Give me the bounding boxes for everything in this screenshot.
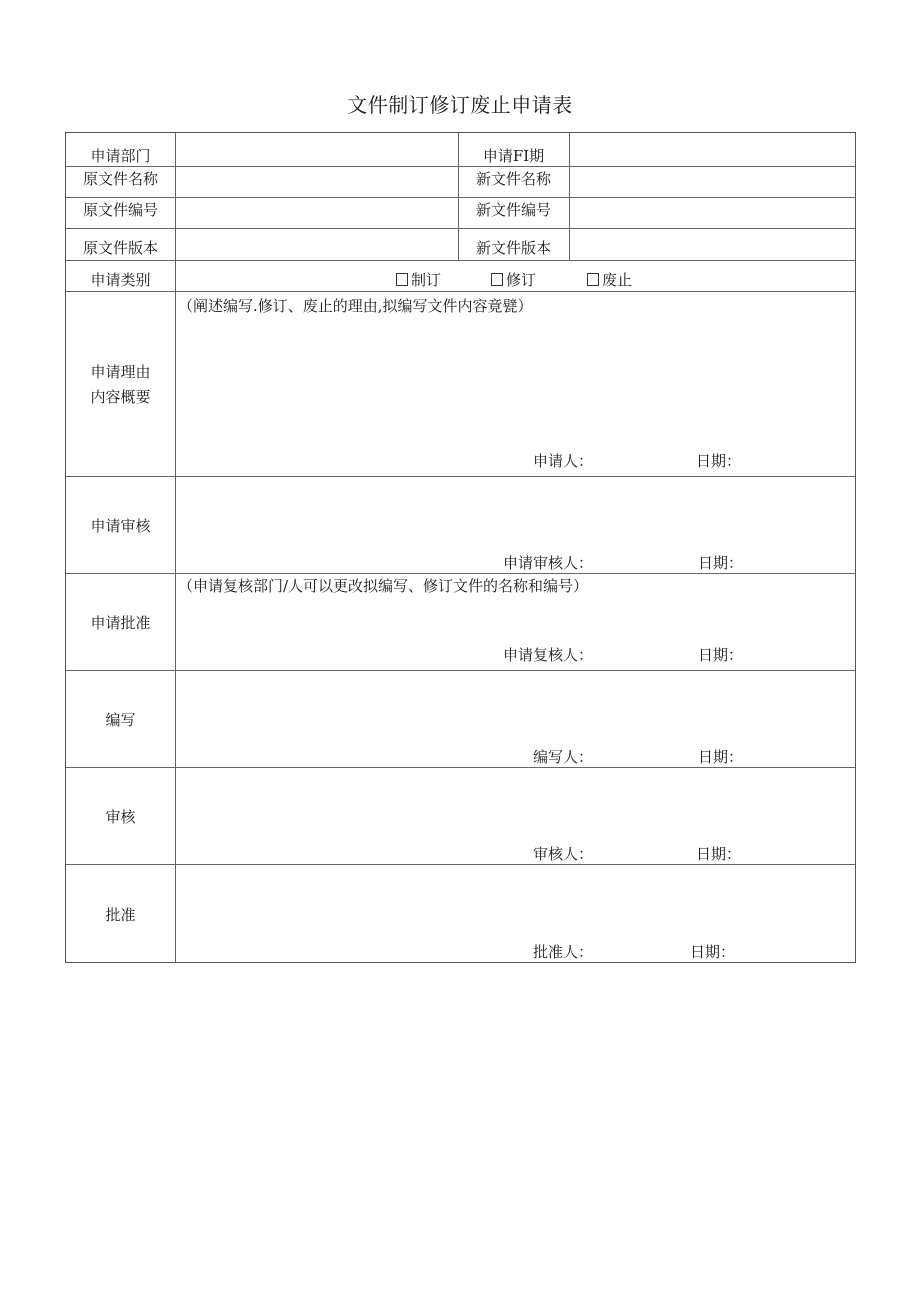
ratify-signer-label: 批准人： <box>533 943 594 961</box>
orig-number-label: 原文件编号 <box>82 201 158 219</box>
write-signer-label: 编写人： <box>533 748 594 766</box>
ratify-label: 批准 <box>105 906 136 924</box>
review-signer-label: 申请审核人： <box>503 554 594 572</box>
checkbox-abolish[interactable] <box>587 273 599 286</box>
option-create[interactable] <box>396 271 441 289</box>
approve-label: 申请批准 <box>90 614 151 632</box>
review-date-label: 日期： <box>698 554 744 572</box>
orig-version-label: 原文件版本 <box>82 239 158 257</box>
apply-dept-label: 申请部门 <box>90 147 151 165</box>
approve-date-label: 日期： <box>698 646 744 664</box>
approve-hint: （申请复核部门/人可以更改拟编写、修订文件的名称和编号） <box>178 577 589 595</box>
ratify-date-label: 日期： <box>690 943 736 961</box>
new-name-label: 新文件名称 <box>475 170 551 188</box>
row-divider <box>66 670 855 671</box>
checkbox-revise[interactable] <box>491 273 503 286</box>
new-number-label: 新文件编号 <box>475 201 551 219</box>
apply-date-label: 申请FI期 <box>482 147 545 165</box>
new-version-label: 新文件版本 <box>475 239 551 257</box>
audit-signer-label: 审核人： <box>533 845 594 863</box>
option-create-label: 制订 <box>411 271 442 289</box>
audit-date-label: 日期： <box>696 845 742 863</box>
orig-name-label: 原文件名称 <box>82 170 158 188</box>
approve-signer-label: 申请复核人： <box>503 646 594 664</box>
option-revise[interactable] <box>491 271 536 289</box>
review-label: 申请审核 <box>90 517 151 535</box>
row-divider <box>66 166 855 167</box>
right-column-divider <box>569 133 570 260</box>
row-divider <box>66 864 855 865</box>
row-divider <box>66 573 855 574</box>
row-divider <box>66 260 855 261</box>
label-column-divider <box>175 133 176 962</box>
row-divider <box>66 291 855 292</box>
option-abolish[interactable] <box>587 271 632 289</box>
row-divider <box>66 197 855 198</box>
reason-label-line1: 申请理由 <box>90 363 151 381</box>
option-revise-label: 修订 <box>506 271 537 289</box>
audit-label: 审核 <box>105 808 136 826</box>
option-abolish-label: 废止 <box>602 271 633 289</box>
form-title: 文件制订修订废止申请表 <box>347 93 573 117</box>
reason-date-label: 日期： <box>696 452 742 470</box>
category-label: 申请类别 <box>90 271 151 289</box>
reason-signer-label: 申请人： <box>533 452 594 470</box>
write-date-label: 日期： <box>698 748 744 766</box>
checkbox-create[interactable] <box>396 273 408 286</box>
write-label: 编写 <box>105 711 136 729</box>
reason-label-line2: 内容概要 <box>90 388 151 406</box>
row-divider <box>66 228 855 229</box>
reason-hint: （阐述编写.修订、废止的理由,拟编写文件内容竟甓） <box>178 297 533 315</box>
row-divider <box>66 476 855 477</box>
row-divider <box>66 767 855 768</box>
application-form <box>65 132 856 963</box>
